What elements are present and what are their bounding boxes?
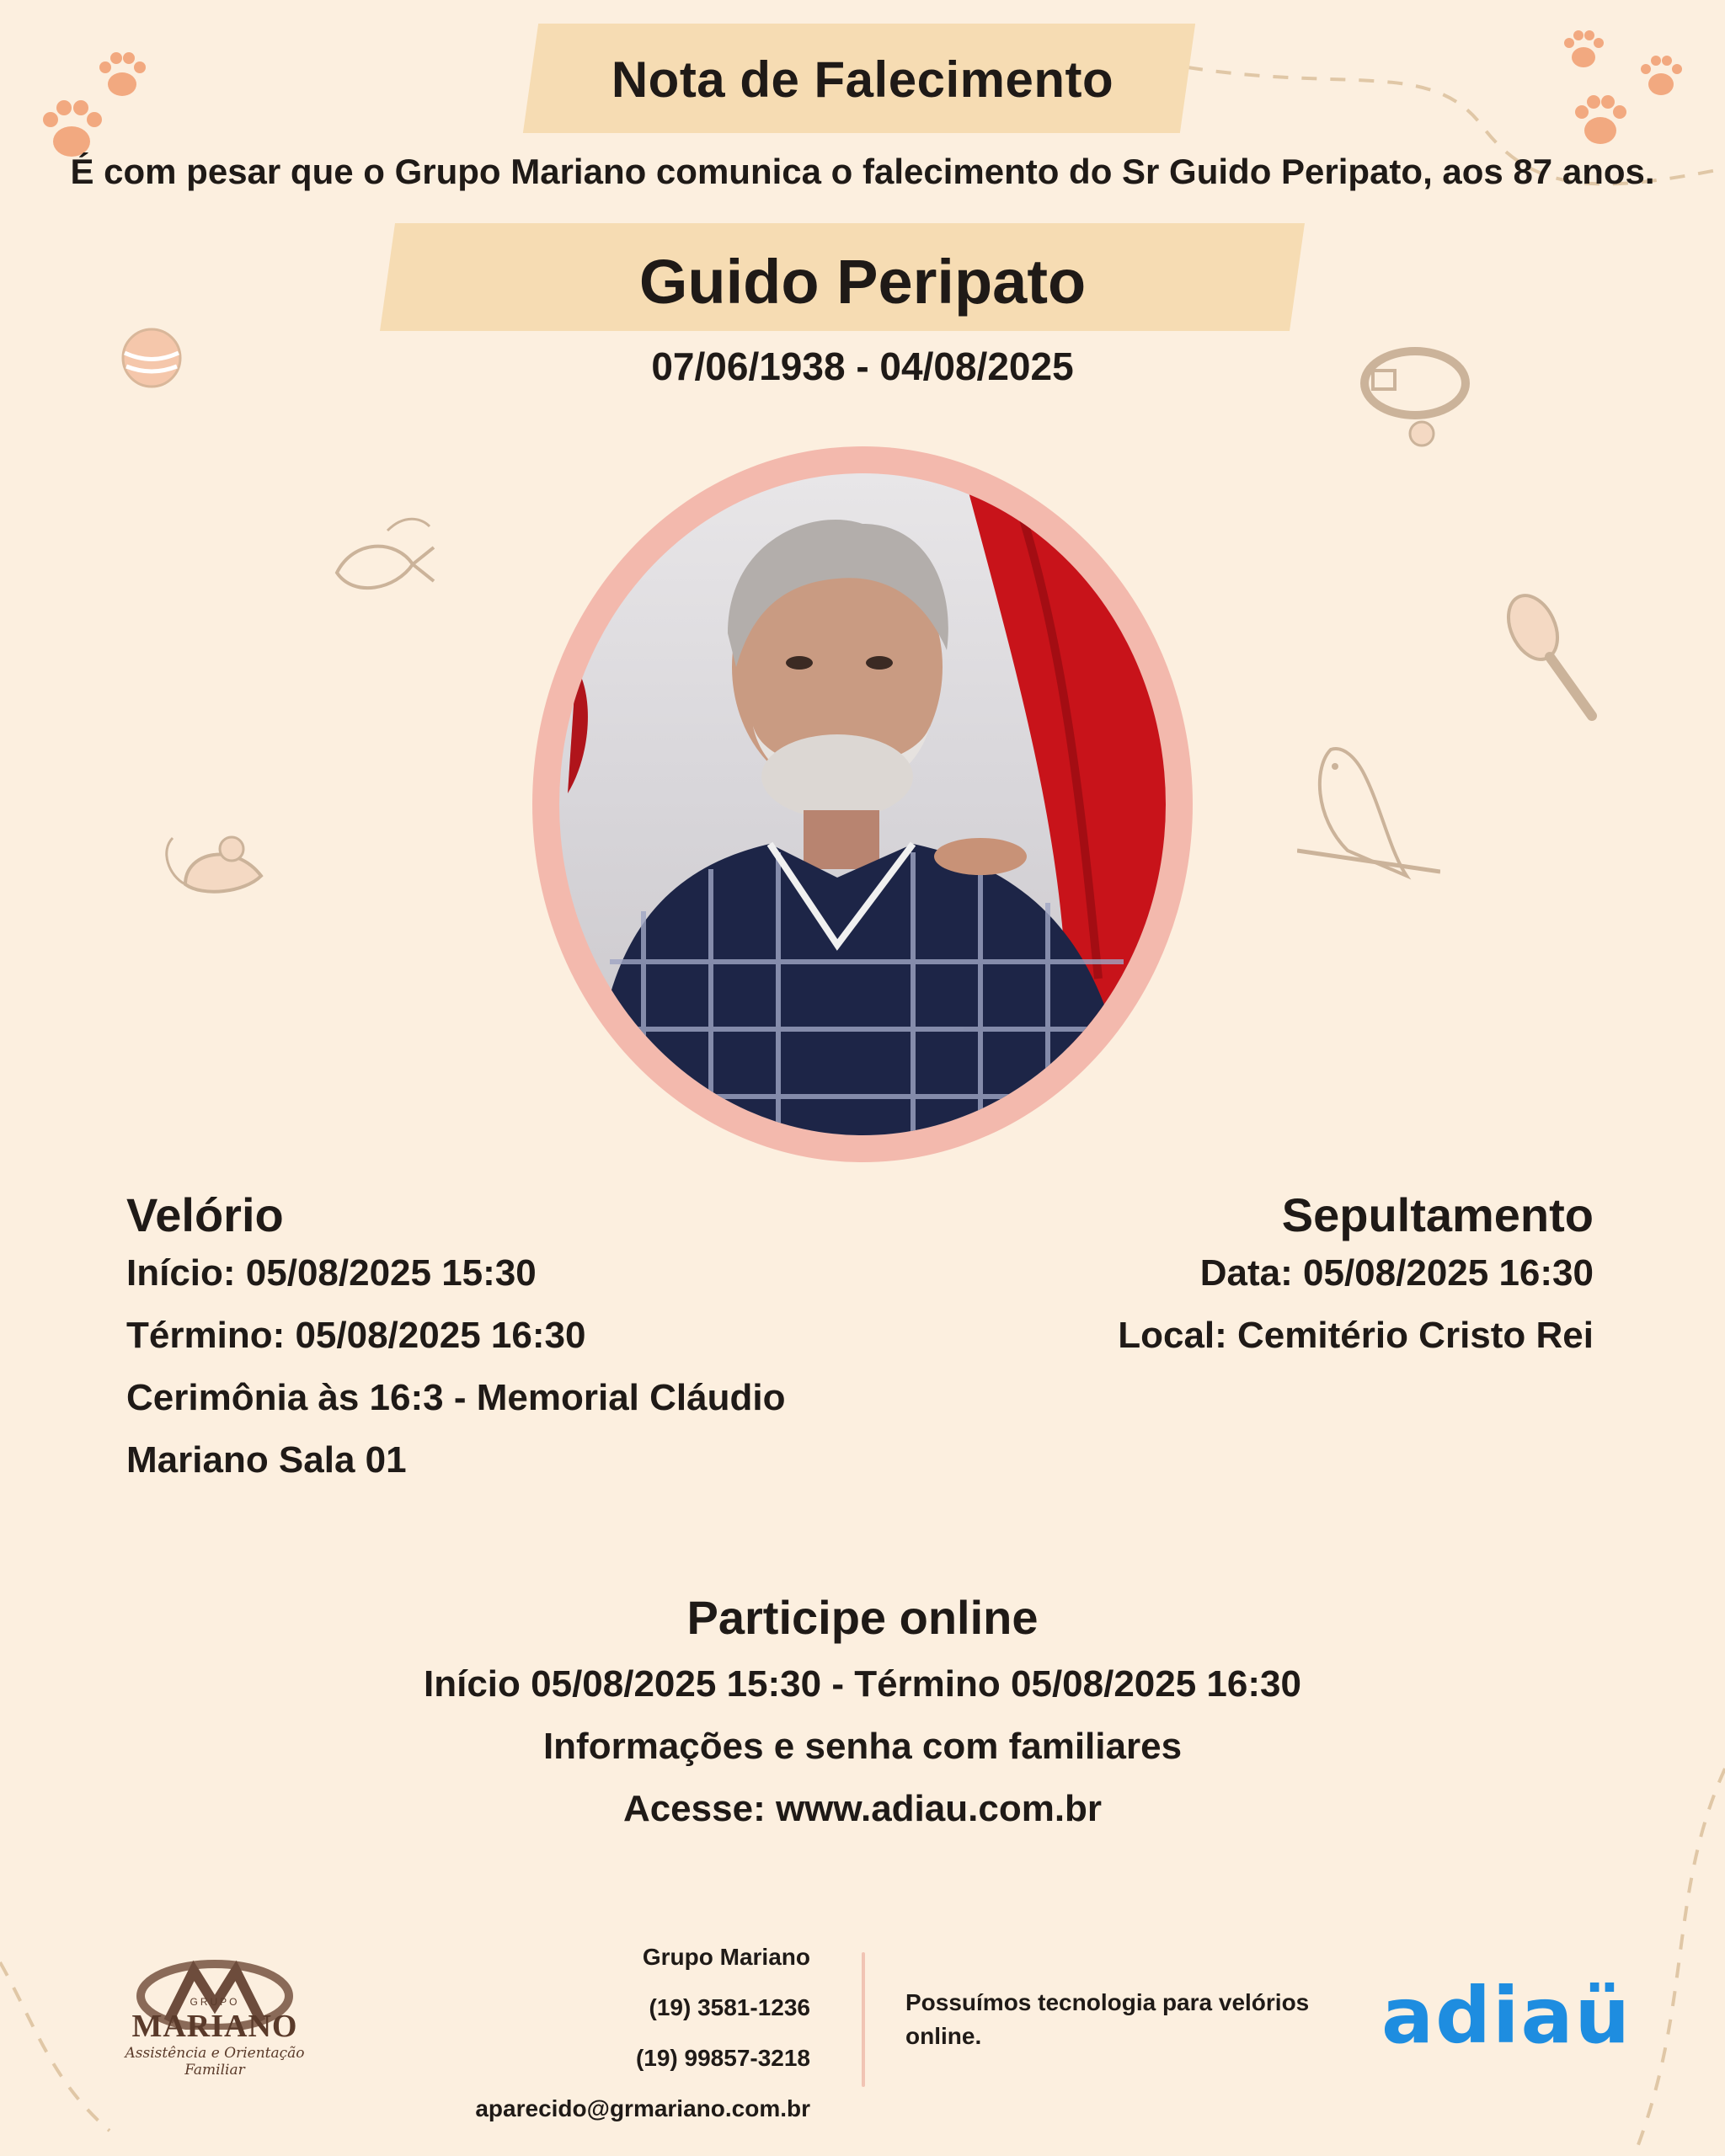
deceased-photo: [559, 473, 1166, 1135]
footer-divider: [862, 1952, 865, 2087]
velorio-room: Mariano Sala 01: [126, 1439, 407, 1481]
mariano-logo-word: MARIANO: [131, 2009, 298, 2044]
contact-phone-2[interactable]: (19) 99857-3218: [635, 2045, 810, 2071]
mouse-icon: [152, 817, 278, 910]
online-info: Informações e senha com familiares: [542, 1726, 1183, 1767]
mariano-logo: [101, 1954, 328, 2089]
velorio-section: [126, 1187, 800, 1492]
deceased-name: Guido Peripato: [638, 247, 1087, 317]
sepultamento-section: [920, 1187, 1594, 1367]
brush-icon: [1499, 590, 1600, 724]
velorio-start: Início: 05/08/2025 15:30: [126, 1252, 537, 1294]
sepultamento-date: Data: 05/08/2025 16:30: [1199, 1252, 1594, 1294]
fish-icon: [320, 514, 438, 615]
contact-phone-1[interactable]: (19) 3581-1236: [649, 1994, 810, 2020]
mariano-logo-grupo: GRUPO: [190, 1996, 240, 2008]
online-title: Participe online: [686, 1591, 1039, 1644]
announcement-text: É com pesar que o Grupo Mariano comunica o falecimento do Sr Guido Peripato, aos 87 anos.: [70, 152, 1655, 191]
velorio-ceremony: Cerimônia às 16:3 - Memorial Cláudio: [126, 1377, 786, 1418]
life-dates: 07/06/1938 - 04/08/2025: [651, 344, 1074, 388]
adiau-logo: adiaü: [1381, 1971, 1632, 2061]
bird-icon: [1297, 724, 1440, 893]
online-link[interactable]: Acesse: www.adiau.com.br: [622, 1788, 1103, 1829]
online-schedule: Início 05/08/2025 15:30 - Término 05/08/2025 16:30: [424, 1663, 1301, 1705]
contact-email[interactable]: aparecido@grmariano.com.br: [475, 2095, 810, 2121]
mariano-logo-tagline: Assistência e Orientação Familiar: [125, 2045, 305, 2079]
sepultamento-location: Local: Cemitério Cristo Rei: [1118, 1315, 1594, 1356]
contact-company: Grupo Mariano: [642, 1944, 810, 1970]
page-title: Nota de Falecimento: [611, 51, 1114, 108]
velorio-end: Término: 05/08/2025 16:30: [126, 1315, 586, 1356]
tech-note: Possuímos tecnologia para velórios online.: [905, 1989, 1310, 2049]
sepultamento-title: Sepultamento: [1281, 1188, 1594, 1241]
contact-block: [475, 1932, 810, 2134]
velorio-title: Velório: [126, 1188, 284, 1241]
online-section: [0, 1590, 1725, 1840]
